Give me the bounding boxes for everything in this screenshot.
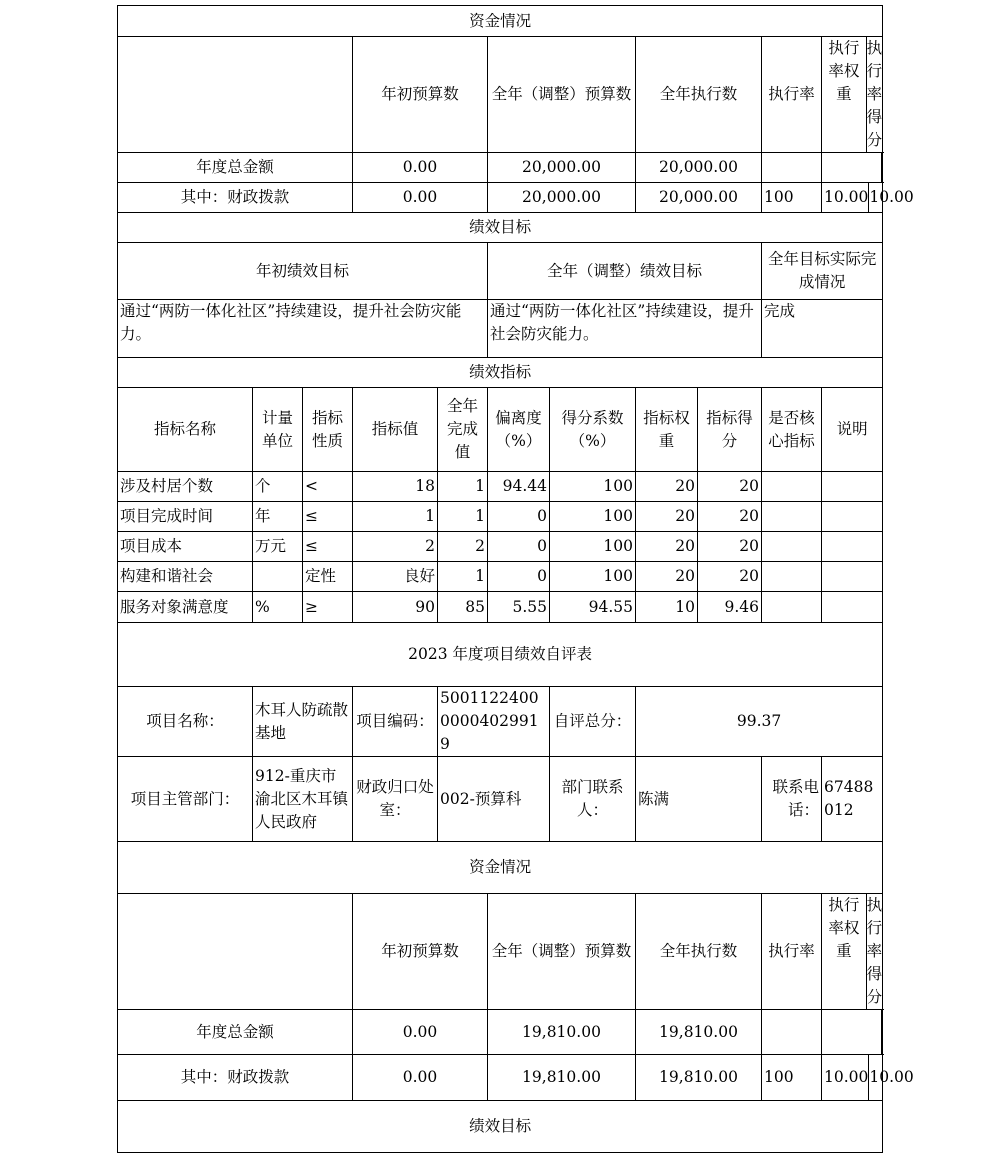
ind-unit xyxy=(253,562,303,592)
goal-header-completion: 全年目标实际完成情况 xyxy=(762,243,883,300)
ind-actual: 1 xyxy=(438,472,488,502)
ind-score: 20 xyxy=(698,562,762,592)
ind-header-weight: 指标权重 xyxy=(636,388,698,472)
ind-weight: 10 xyxy=(636,592,698,623)
ind-deviation: 0 xyxy=(488,532,550,562)
header-rate: 执行率 xyxy=(762,37,822,153)
goal-title: 绩效目标 xyxy=(118,213,883,243)
ind-coef: 100 xyxy=(550,472,636,502)
goal2-title: 绩效目标 xyxy=(118,1101,883,1153)
contact-value: 陈满 xyxy=(636,757,762,842)
fiscal-score: 10.00 xyxy=(869,188,914,206)
ind-nature: ≥ xyxy=(303,592,353,623)
header2-rate: 执行率 xyxy=(762,894,822,1010)
ind-coef: 100 xyxy=(550,562,636,592)
evaluation-form-page xyxy=(117,5,914,1153)
header2-weight-score-cell xyxy=(822,894,883,1010)
ind-score: 9.46 xyxy=(698,592,762,623)
header2-adjusted-budget: 全年（调整）预算数 xyxy=(488,894,636,1010)
funds-row-total xyxy=(118,153,883,183)
ind-header-target: 指标值 xyxy=(353,388,438,472)
ind-core xyxy=(762,592,822,623)
ind-target: 良好 xyxy=(353,562,438,592)
goal2-title-row xyxy=(118,1101,883,1153)
header-rate-score: 执行率得分 xyxy=(866,39,883,149)
ind-target: 1 xyxy=(353,502,438,532)
fiscal2-executed: 19,810.00 xyxy=(636,1055,762,1101)
indicator-header-row xyxy=(118,388,883,472)
dept-value: 912-重庆市渝北区木耳镇人民政府 xyxy=(253,757,353,842)
ind-score: 20 xyxy=(698,532,762,562)
table-row xyxy=(118,502,883,532)
ind-score: 20 xyxy=(698,472,762,502)
evaluation-table xyxy=(117,5,914,1153)
total2-initial: 0.00 xyxy=(353,1010,488,1055)
ind-coef: 94.55 xyxy=(550,592,636,623)
ind-core xyxy=(762,472,822,502)
ind-weight: 20 xyxy=(636,532,698,562)
funds-title: 资金情况 xyxy=(118,6,883,37)
fiscal2-adjusted: 19,810.00 xyxy=(488,1055,636,1101)
project-info-row-2 xyxy=(118,757,883,842)
ind-core xyxy=(762,562,822,592)
header2-rate-score: 执行率得分 xyxy=(866,896,883,1006)
ind-header-coef: 得分系数（%） xyxy=(550,388,636,472)
fiscal-executed: 20,000.00 xyxy=(636,183,762,213)
ind-unit: 万元 xyxy=(253,532,303,562)
total-executed: 20,000.00 xyxy=(636,153,762,183)
project-info-row-1 xyxy=(118,687,883,757)
ind-header-note: 说明 xyxy=(822,388,883,472)
header2-executed: 全年执行数 xyxy=(636,894,762,1010)
funds-header-row xyxy=(118,37,883,153)
fiscal-adjusted: 20,000.00 xyxy=(488,183,636,213)
ind-actual: 85 xyxy=(438,592,488,623)
total2-weight xyxy=(822,1010,882,1054)
header-weight-score-cell xyxy=(822,37,883,153)
total-adjusted: 20,000.00 xyxy=(488,153,636,183)
ind-unit: % xyxy=(253,592,303,623)
ind-name: 服务对象满意度 xyxy=(118,592,253,623)
table-row xyxy=(118,532,883,562)
finance-value: 002-预算科 xyxy=(438,757,550,842)
indicator-title-row xyxy=(118,358,883,388)
ind-actual: 1 xyxy=(438,502,488,532)
row2-label-fiscal: 其中：财政拨款 xyxy=(118,1055,353,1101)
ind-name: 涉及村居个数 xyxy=(118,472,253,502)
goal-initial-text: 通过“两防一体化社区”持续建设，提升社会防灾能力。 xyxy=(118,300,488,358)
header2-initial-budget: 年初预算数 xyxy=(353,894,488,1010)
dept-label: 项目主管部门： xyxy=(118,757,253,842)
header-executed: 全年执行数 xyxy=(636,37,762,153)
total2-rate xyxy=(762,1010,822,1055)
ind-header-score: 指标得分 xyxy=(698,388,762,472)
total2-weight-score xyxy=(822,1010,883,1055)
goal-title-row xyxy=(118,213,883,243)
goal-header-adjusted: 全年（调整）绩效目标 xyxy=(488,243,762,300)
indicator-title: 绩效指标 xyxy=(118,358,883,388)
project-code-value: 500112240000004029919 xyxy=(438,687,550,757)
fiscal2-weight: 10.00 xyxy=(822,1055,869,1100)
ind-note xyxy=(822,562,883,592)
header-initial-budget: 年初预算数 xyxy=(353,37,488,153)
ind-weight: 20 xyxy=(636,472,698,502)
ind-deviation: 94.44 xyxy=(488,472,550,502)
funds-title-row xyxy=(118,6,883,37)
project-code-label: 项目编码： xyxy=(353,687,438,757)
goal-value-row xyxy=(118,300,883,358)
ind-name: 构建和谐社会 xyxy=(118,562,253,592)
ind-score: 20 xyxy=(698,502,762,532)
ind-coef: 100 xyxy=(550,532,636,562)
ind-header-deviation: 偏离度（%） xyxy=(488,388,550,472)
fiscal-rate: 100 xyxy=(762,183,822,213)
ind-actual: 2 xyxy=(438,532,488,562)
ind-deviation: 5.55 xyxy=(488,592,550,623)
table-row xyxy=(118,472,883,502)
ind-target: 2 xyxy=(353,532,438,562)
ind-header-name: 指标名称 xyxy=(118,388,253,472)
header-adjusted-budget: 全年（调整）预算数 xyxy=(488,37,636,153)
ind-name: 项目完成时间 xyxy=(118,502,253,532)
ind-unit: 个 xyxy=(253,472,303,502)
ind-note xyxy=(822,472,883,502)
ind-weight: 20 xyxy=(636,502,698,532)
goal-completion-text: 完成 xyxy=(762,300,883,358)
goal-header-row xyxy=(118,243,883,300)
total-rate xyxy=(762,153,822,183)
header-rate-weight: 执行率权重 xyxy=(822,37,867,152)
funds2-row-total xyxy=(118,1010,883,1055)
row2-label-total: 年度总金额 xyxy=(118,1010,353,1055)
ind-nature: ≤ xyxy=(303,502,353,532)
fiscal-weight: 10.00 xyxy=(822,183,869,212)
fiscal2-initial: 0.00 xyxy=(353,1055,488,1101)
funds2-header-empty xyxy=(118,894,353,1010)
ind-note xyxy=(822,502,883,532)
total2-adjusted: 19,810.00 xyxy=(488,1010,636,1055)
phone-value: 67488012 xyxy=(822,757,883,842)
self-score-value: 99.37 xyxy=(636,687,883,757)
funds2-title: 资金情况 xyxy=(118,842,883,894)
funds2-row-fiscal xyxy=(118,1055,883,1101)
contact-label: 部门联系人： xyxy=(550,757,636,842)
ind-target: 18 xyxy=(353,472,438,502)
table-row xyxy=(118,562,883,592)
ind-actual: 1 xyxy=(438,562,488,592)
goal-header-initial: 年初绩效目标 xyxy=(118,243,488,300)
funds2-header-row xyxy=(118,894,883,1010)
ind-header-unit: 计量单位 xyxy=(253,388,303,472)
ind-deviation: 0 xyxy=(488,502,550,532)
project-name-value: 木耳人防疏散基地 xyxy=(253,687,353,757)
funds-row-fiscal xyxy=(118,183,883,213)
ind-core xyxy=(762,502,822,532)
total-initial: 0.00 xyxy=(353,153,488,183)
ind-note xyxy=(822,592,883,623)
ind-nature: 定性 xyxy=(303,562,353,592)
ind-target: 90 xyxy=(353,592,438,623)
goal-adjusted-text: 通过“两防一体化社区”持续建设，提升社会防灾能力。 xyxy=(488,300,762,358)
fiscal2-score: 10.00 xyxy=(869,1068,914,1086)
row-label-fiscal: 其中：财政拨款 xyxy=(118,183,353,213)
form-title: 2023 年度项目绩效自评表 xyxy=(118,623,883,687)
finance-label: 财政归口处室： xyxy=(353,757,438,842)
total2-executed: 19,810.00 xyxy=(636,1010,762,1055)
phone-label: 联系电话： xyxy=(762,757,822,842)
ind-nature: < xyxy=(303,472,353,502)
table-row xyxy=(118,592,883,623)
funds-header-empty xyxy=(118,37,353,153)
ind-core xyxy=(762,532,822,562)
total-weight xyxy=(822,153,882,182)
fiscal-weight-score xyxy=(822,183,914,213)
ind-header-core: 是否核心指标 xyxy=(762,388,822,472)
form-title-row xyxy=(118,623,883,687)
fiscal2-weight-score xyxy=(822,1055,914,1101)
ind-weight: 20 xyxy=(636,562,698,592)
ind-name: 项目成本 xyxy=(118,532,253,562)
row-label-total: 年度总金额 xyxy=(118,153,353,183)
funds2-title-row xyxy=(118,842,883,894)
ind-header-actual: 全年完成值 xyxy=(438,388,488,472)
ind-unit: 年 xyxy=(253,502,303,532)
fiscal-initial: 0.00 xyxy=(353,183,488,213)
ind-header-nature: 指标性质 xyxy=(303,388,353,472)
header2-rate-weight: 执行率权重 xyxy=(822,894,867,1009)
fiscal2-rate: 100 xyxy=(762,1055,822,1101)
ind-nature: ≤ xyxy=(303,532,353,562)
ind-note xyxy=(822,532,883,562)
self-score-label: 自评总分： xyxy=(550,687,636,757)
project-name-label: 项目名称： xyxy=(118,687,253,757)
ind-deviation: 0 xyxy=(488,562,550,592)
total-weight-score xyxy=(822,153,883,183)
ind-coef: 100 xyxy=(550,502,636,532)
